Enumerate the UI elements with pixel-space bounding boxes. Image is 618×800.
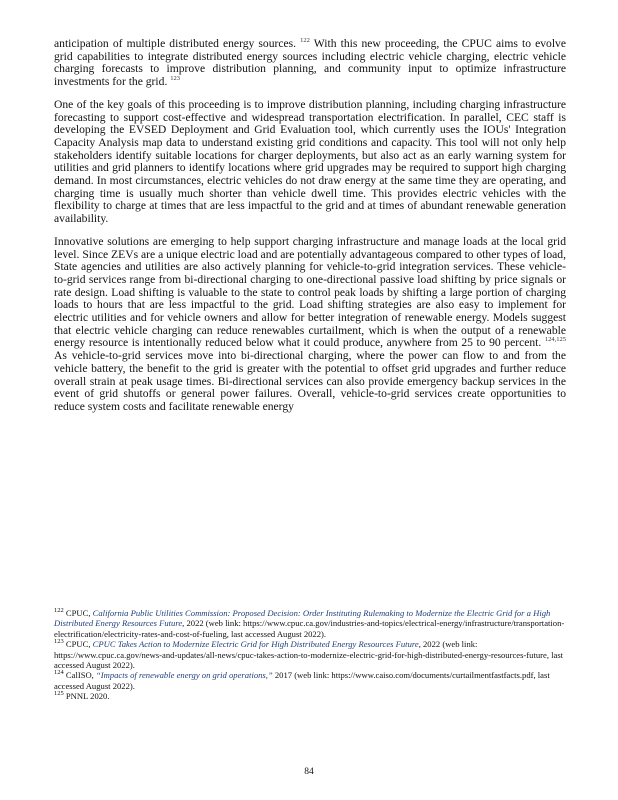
paragraph-1-text-a: anticipation of multiple distributed energy sources. [54,37,301,50]
paragraph-3 [54,236,566,414]
footnote-lead: CalISO, [63,670,96,681]
footnote-number: 122 [54,607,64,615]
paragraph-1 [54,38,566,89]
footnote-123 [54,639,566,670]
footnote-title-link[interactable]: California Public Utilities Commission: Proposed Decision: Order Instituting Rulemaking to Modernize the Electric Grid for a High Distributed Energy Resources Future [54,608,551,629]
footnote-ref-123[interactable]: 123 [170,75,180,83]
paragraph-3-text-b: As vehicle-to-grid services move into bi-directional charging, where the power can flow to and from the vehicle battery, the benefit to the grid is greater with the potential to offset grid upgrades and further reduce overall strain at peak usage times. Bi-directional services can also provide emergency backup services in the event of grid shutoffs or general power failures. Overall, vehicle-to-grid services create opportunities to reduce system costs and facilitate renewable energy [54,349,566,413]
footnote-number: 124 [54,669,64,677]
footnote-number: 125 [54,690,64,698]
footnote-lead: CPUC, [63,608,93,618]
footnote-number: 123 [54,638,64,646]
footnote-lead: CPUC, [63,639,93,650]
footnote-rest: , 2022 (web link: https://www.cpuc.ca.gov/industries-and-topics/electrical-energy/infrastructure/transportation-electrification/electricity-rates-and-cost-of-fueling, last accessed August 2022). [54,618,565,639]
paragraph-3-text-a: Innovative solutions are emerging to help support charging infrastructure and manage loads at the local grid level. Since ZEVs are a unique electric load and are potentially advantageous compared to other types of load, State agencies and utilities are also actively planning for vehicle-to-grid integration services. These vehicle-to-grid services range from bi-directional charging to one-directional passive load shifting by price signals or rate design. Load shifting is valuable to the state to control peak loads by shifting a large portion of charging loads to hours that are less impactful to the grid. Load shifting strategies are also easy to implement for electric utilities and for vehicle owners and allow for better integration of renewable energy. Models suggest that electric vehicle charging can reduce renewables curtailment, which is when the output of a renewable energy resource is intentionally reduced below what it could produce, anywhere from 25 to 90 percent. [54,234,566,350]
footnote-ref-124-125[interactable]: 124,125 [544,336,566,344]
footnote-125 [54,691,566,701]
footnote-124 [54,670,566,691]
footnote-lead: PNNL 2020. [63,691,110,702]
footnote-title-link[interactable]: “Impacts of renewable energy on grid operations,” [95,670,273,681]
footnote-title-link[interactable]: CPUC Takes Action to Modernize Electric Grid for High Distributed Energy Resources Future [92,639,419,650]
footnotes [54,608,566,702]
footnote-rest: 2017 (web link: https://www.caiso.com/documents/curtailmentfastfacts.pdf, last accessed August 2022). [54,670,550,691]
body-text [54,38,566,424]
footnote-rest: , 2022 (web link: https://www.cpuc.ca.gov/news-and-updates/all-news/cpuc-takes-action-to-modernize-electric-grid-for-high-distributed-energy-resources-future, last accessed August 2022). [54,639,564,671]
paragraph-2: One of the key goals of this proceeding is to improve distribution planning, including charging infrastructure forecasting to support cost-effective and widespread transportation electrification. In parallel, CEC staff is developing the EVSED Deployment and Grid Evaluation tool, which currently uses the IOUs' Integration Capacity Analysis map data to understand existing grid conditions and capacity. This tool will not only help stakeholders identify suitable locations for charger deployments, but also act as an early warning system for utilities and grid planners to identify locations where grid upgrades may be required to support high charging demand. In most circumstances, electric vehicles do not draw energy at the same time they are operating, and charging time is usually much shorter than vehicle dwell time. This provides electric vehicles with the flexibility to charge at times that are less impactful to the grid and at times of abundant renewable generation availability. [54,97,566,226]
footnote-ref-122[interactable]: 122 [300,37,310,45]
footnote-122 [54,608,566,639]
page-number: 84 [304,767,314,777]
paragraph-1-text-b: With this new proceeding, the CPUC aims to evolve grid capabilities to integrate distributed energy sources including electric vehicle charging, electric vehicle charging forecasts to improve distribution planning, and community input to optimize infrastructure investments for the grid. [54,37,566,89]
